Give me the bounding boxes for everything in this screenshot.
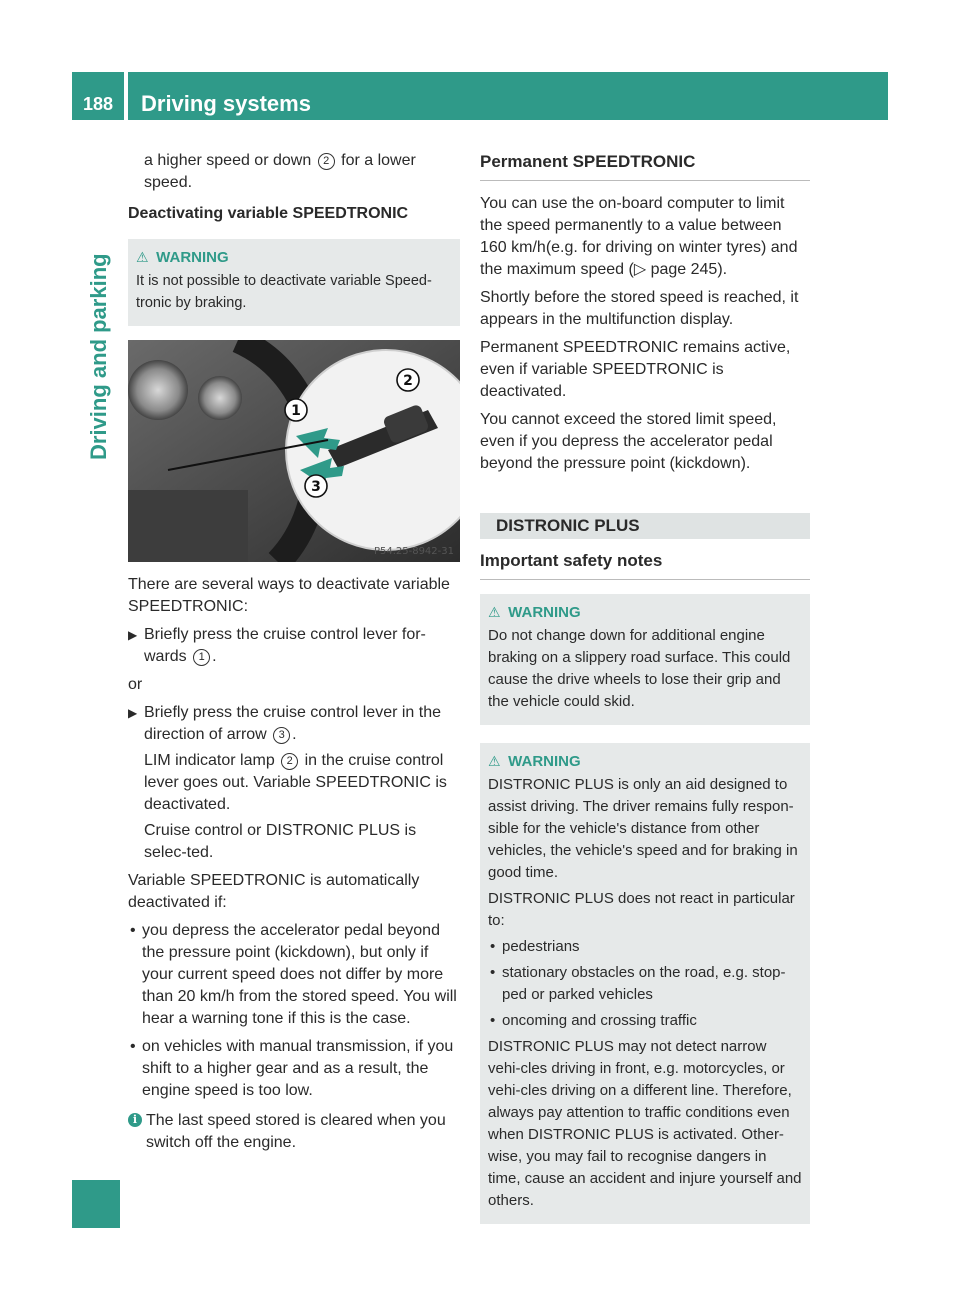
step-1: ▶ Briefly press the cruise control lever for-wards 1 .	[128, 626, 426, 665]
perm-para-1: You can use the on-board computer to limit the speed permanently to a value between 160 km/h(e.g. for driving on winter tyres) and the maximum speed (▷ page 245).	[480, 195, 798, 278]
bullet-text: stationary obstacles on the road, e.g. stop-ped or parked vehicles	[502, 964, 786, 1003]
distronic-plus-heading: DISTRONIC PLUS	[480, 513, 810, 539]
figure-callout-3: 3	[311, 479, 321, 495]
side-section-label: Driving and parking	[86, 253, 111, 460]
callout-3: 3	[273, 727, 290, 744]
warning-title-3	[488, 751, 802, 772]
figure-callout-2: 2	[403, 373, 413, 389]
bullet-text: pedestrians	[502, 938, 580, 955]
warning-triangle-icon: ⚠	[136, 249, 149, 265]
auto-deactivated-paragraph: Variable SPEEDTRONIC is automatically deactivated if:	[128, 872, 420, 911]
warning-label: WARNING	[508, 753, 581, 770]
warning-text-3c: DISTRONIC PLUS may not detect narrow vehi-cles driving in front, e.g. motorcycles, or vehi-cles driving on a different line. Therefore, always pay attention to traffic conditions even when DISTRONIC PLUS is activated. Other-wise, you may fail to recognise dangers in time, cause an accident and injure yourself and others.	[488, 1038, 802, 1209]
intro-text: a higher speed or down	[144, 152, 312, 169]
intro-text-c: speed.	[144, 174, 193, 191]
warning-box-1	[128, 239, 460, 326]
header-divider	[124, 72, 128, 120]
intro-paragraph	[128, 150, 460, 194]
info-icon: i	[128, 1113, 142, 1127]
warning-text-2: Do not change down for additional engine braking on a slippery road surface. This could cause the drive wheels to lose their grip and the vehicle could skid.	[488, 627, 791, 710]
right-column	[480, 150, 810, 1224]
figure-code: P54.25-8942-31	[373, 546, 454, 557]
lim-text-b: in the cruise control lever goes out. Variable SPEEDTRONIC is deactivated.	[144, 752, 447, 813]
step-arrow-icon: ▶	[128, 628, 138, 642]
cruise-control-lever-figure	[128, 340, 460, 562]
figure-illustration	[128, 340, 460, 562]
list-item	[488, 1010, 802, 1032]
left-column	[128, 150, 460, 1154]
list-item	[128, 920, 460, 1030]
warning-label: WARNING	[508, 604, 581, 621]
warning-label: WARNING	[156, 249, 229, 266]
bullet-text: on vehicles with manual transmission, if you shift to a higher gear and as a result, the engine speed is too low.	[142, 1038, 454, 1099]
bullet-icon: •	[490, 964, 496, 981]
bullet-text: you depress the accelerator pedal beyond the pressure point (kickdown), but only if your current speed does not differ by more than 20 km/h from the stored speed. You will hear a warning tone if this is the case.	[142, 922, 457, 1027]
warning-box-2	[480, 594, 810, 725]
safety-notes-title: Important safety notes	[480, 549, 810, 580]
step-2-text: Briefly press the cruise control lever in the direction of arrow	[144, 704, 442, 743]
bullet-icon: •	[130, 922, 136, 939]
side-tab-marker	[72, 1180, 120, 1228]
list-item	[128, 1036, 460, 1102]
perm-para-2: Shortly before the stored speed is reached, it appears in the multifunction display.	[480, 289, 799, 328]
figure-callout-1: 1	[291, 403, 301, 419]
list-item	[488, 962, 802, 1006]
warning-text-3b: DISTRONIC PLUS does not react in particular to:	[488, 890, 795, 929]
warning-triangle-icon: ⚠	[488, 604, 501, 620]
list-item	[488, 936, 802, 958]
warning-text-1: It is not possible to deactivate variable Speed-tronic by braking.	[136, 273, 432, 311]
page-number: 188	[82, 94, 114, 114]
warning-title-2	[488, 602, 802, 623]
lim-text-a: LIM indicator lamp	[144, 752, 275, 769]
warning-title-1	[136, 247, 452, 268]
warning-box-3	[480, 743, 810, 1224]
bullet-icon: •	[490, 938, 496, 955]
info-text: The last speed stored is cleared when you switch off the engine.	[146, 1112, 446, 1151]
warning-text-3a: DISTRONIC PLUS is only an aid designed to assist driving. The driver remains fully respon-sible for the vehicle's distance from other vehicles, the vehicle's speed and for braking in good time.	[488, 776, 798, 881]
bullet-text: oncoming and crossing traffic	[502, 1012, 697, 1029]
bullet-icon: •	[490, 1012, 496, 1029]
intro-text-b: for a lower	[341, 152, 416, 169]
chapter-title: Driving systems	[141, 91, 311, 116]
step-arrow-icon: ▶	[128, 706, 138, 720]
step-1-text: Briefly press the cruise control lever for-wards	[144, 626, 426, 665]
warning-triangle-icon: ⚠	[488, 753, 501, 769]
callout-2: 2	[318, 153, 335, 170]
info-note	[128, 1110, 460, 1154]
perm-para-4: You cannot exceed the stored limit speed, even if you depress the accelerator pedal beyond the pressure point (kickdown).	[480, 411, 777, 472]
callout-2b: 2	[281, 753, 298, 770]
deactivating-heading: Deactivating variable SPEEDTRONIC	[128, 205, 409, 222]
callout-1: 1	[193, 649, 210, 666]
or-text: or	[128, 676, 143, 693]
permanent-speedtronic-title: Permanent SPEEDTRONIC	[480, 150, 810, 181]
step-2: ▶ Briefly press the cruise control lever in the direction of arrow 3 .	[128, 704, 442, 743]
cruise-selected-text: Cruise control or DISTRONIC PLUS is selec-ted.	[144, 822, 417, 861]
lim-lamp-paragraph	[128, 750, 460, 816]
bullet-icon: •	[130, 1038, 136, 1055]
ways-paragraph: There are several ways to deactivate variable SPEEDTRONIC:	[128, 576, 450, 615]
perm-para-3: Permanent SPEEDTRONIC remains active, even if variable SPEEDTRONIC is deactivated.	[480, 339, 791, 400]
